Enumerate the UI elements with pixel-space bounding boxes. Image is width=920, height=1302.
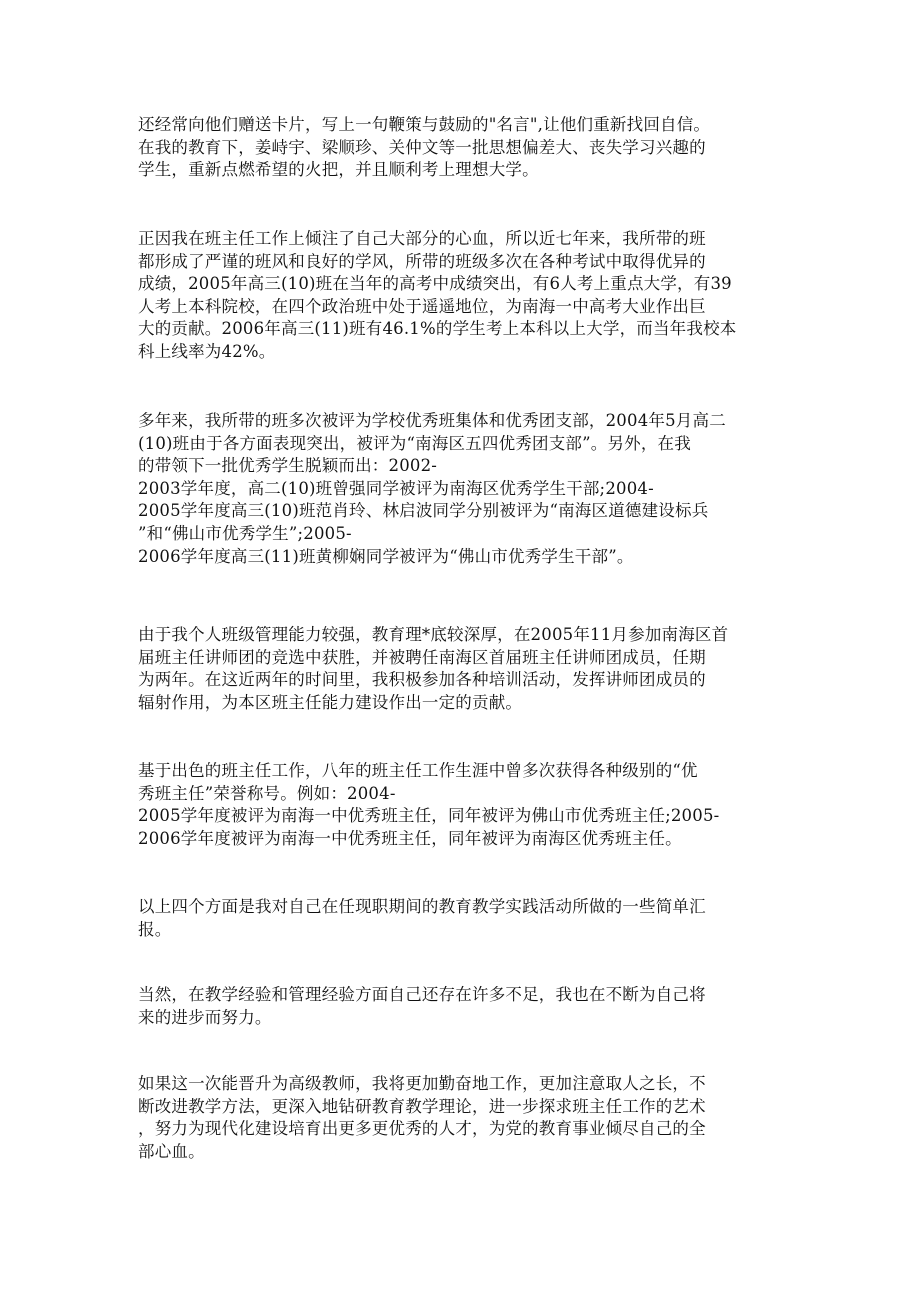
text-line: 辐射作用，为本区班主任能力建设作出一定的贡献。 <box>138 692 523 712</box>
text-line: 在我的教育下，姜峙宇、梁顺珍、关仲文等一批思想偏差大、丧失学习兴趣的 <box>138 137 706 157</box>
text-line: 正因我在班主任工作上倾注了自己大部分的心血，所以近七年来，我所带的班 <box>138 229 706 248</box>
text-line: 由于我个人班级管理能力较强，教育理*底较深厚，在2005年11月参加南海区首 <box>138 625 729 644</box>
text-line: 届班主任讲师团的竞选中获胜，并被聘任南海区首届班主任讲师团成员，任期 <box>138 647 706 667</box>
paragraph-summary <box>138 896 788 941</box>
text-line: 2006学年度高三(11)班黄柳娴同学被评为“佛山市优秀学生干部”。 <box>138 546 634 566</box>
text-line: 2005学年度被评为南海一中优秀班主任，同年被评为佛山市优秀班主任;2005- <box>138 806 720 826</box>
text-line: 人考上本科院校，在四个政治班中处于遥遥地位，为南海一中高考大业作出巨 <box>138 296 706 316</box>
text-line: ，努力为现代化建设培育出更多更优秀的人才，为党的教育事业倾尽自己的全 <box>138 1119 706 1139</box>
text-line: 2005学年度高三(10)班范肖玲、林启波同学分别被评为“南海区道德建设标兵 <box>138 501 709 521</box>
paragraph-class-honors <box>138 410 788 568</box>
text-line: 大的贡献。2006年高三(11)班有46.1%的学生考上本科以上大学，而当年我校本 <box>138 319 737 339</box>
text-line: 秀班主任”荣誉称号。例如：2004- <box>138 783 396 803</box>
paragraph-closing-pledge <box>138 1073 788 1163</box>
text-line: 成绩，2005年高三(10)班在当年的高考中成绩突出，有6人考上重点大学，有39 <box>138 274 732 294</box>
text-line: 当然，在教学经验和管理经验方面自己还存在许多不足，我也在不断为自己将 <box>138 985 706 1004</box>
text-line: 为两年。在这近两年的时间里，我积极参加各种培训活动，发挥讲师团成员的 <box>138 670 706 690</box>
text-line: 还经常向他们赠送卡片，写上一句鞭策与鼓励的"名言",让他们重新找回自信。 <box>138 115 711 134</box>
text-line: 科上线率为42%。 <box>138 341 276 361</box>
paragraph-lecturer-group <box>138 624 788 714</box>
text-line: 基于出色的班主任工作，八年的班主任工作生涯中曾多次获得各种级别的“优 <box>138 761 698 780</box>
text-line: 多年来，我所带的班多次被评为学校优秀班集体和优秀团支部，2004年5月高二 <box>138 411 726 430</box>
text-line: 以上四个方面是我对自己在任现职期间的教育教学实践活动所做的一些简单汇 <box>138 897 706 916</box>
text-line: (10)班由于各方面表现突出，被评为“南海区五四优秀团支部”。另外，在我 <box>138 433 691 453</box>
text-line: 如果这一次能晋升为高级教师，我将更加勤奋地工作，更加注意取人之长，不 <box>138 1074 706 1093</box>
text-line: ”和“佛山市优秀学生”;2005- <box>138 523 352 543</box>
text-line: 断改进教学方法，更深入地钻研教育教学理论，进一步探求班主任工作的艺术 <box>138 1096 706 1116</box>
text-line: 学生，重新点燃希望的火把，并且顺利考上理想大学。 <box>138 160 539 180</box>
paragraph-encouragement-cards <box>138 114 788 182</box>
text-line: 2003学年度，高二(10)班曾强同学被评为南海区优秀学生干部;2004- <box>138 478 654 498</box>
paragraph-class-results <box>138 228 788 364</box>
text-line: 部心血。 <box>138 1141 205 1161</box>
paragraph-teacher-honors <box>138 760 788 850</box>
text-line: 报。 <box>138 919 172 939</box>
paragraph-shortcomings <box>138 984 788 1029</box>
text-line: 来的进步而努力。 <box>138 1007 272 1027</box>
text-line: 都形成了严谨的班风和良好的学风，所带的班级多次在各种考试中取得优异的 <box>138 251 706 271</box>
text-line: 的带领下一批优秀学生脱颖而出：2002- <box>138 456 438 476</box>
text-line: 2006学年度被评为南海一中优秀班主任，同年被评为南海区优秀班主任。 <box>138 828 682 848</box>
